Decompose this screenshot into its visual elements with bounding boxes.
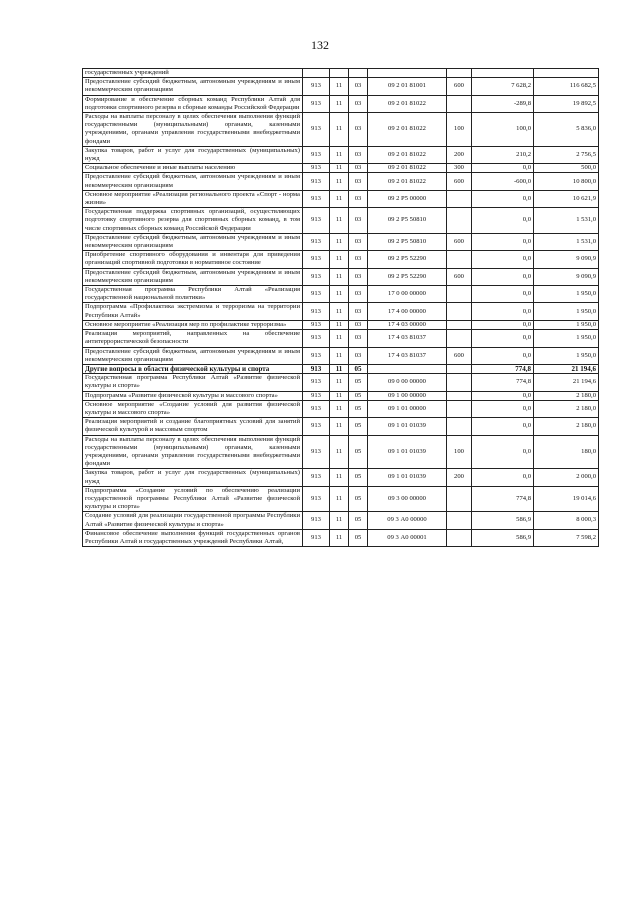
- row-target-article: 17 4 03 00000: [368, 320, 447, 329]
- row-total-amount: 116 682,5: [534, 78, 599, 95]
- row-ministry-code: 913: [303, 233, 330, 250]
- row-expense-type: [447, 208, 472, 234]
- row-subsection-code: 03: [349, 330, 368, 347]
- row-target-article: 09 3 А0 00000: [368, 512, 447, 529]
- row-expense-type: [447, 512, 472, 529]
- table-row: [83, 400, 599, 417]
- row-expense-type: 200: [447, 469, 472, 486]
- table-row: [83, 78, 599, 95]
- row-total-amount: 8 000,3: [534, 512, 599, 529]
- row-expense-type: 600: [447, 347, 472, 364]
- table-row: [83, 374, 599, 391]
- row-expense-type: 600: [447, 173, 472, 190]
- row-subsection-code: 03: [349, 78, 368, 95]
- row-ministry-code: 913: [303, 251, 330, 268]
- row-expense-type: 200: [447, 146, 472, 163]
- row-ministry-code: 913: [303, 95, 330, 112]
- row-total-amount: 1 950,0: [534, 320, 599, 329]
- row-expense-type: [447, 486, 472, 512]
- row-ministry-code: 913: [303, 146, 330, 163]
- row-expense-type: [447, 400, 472, 417]
- table-row: [83, 173, 599, 190]
- row-ministry-code: 913: [303, 190, 330, 207]
- row-description: Создание условий для реализации государственной программы Республики Алтай «Развитие физической культуры и спорта»: [83, 512, 303, 529]
- row-subsection-code: 03: [349, 208, 368, 234]
- row-section-code: 11: [330, 95, 349, 112]
- row-change-amount: -600,0: [472, 173, 534, 190]
- row-description: Государственная поддержка спортивных организаций, осуществляющих подготовку спортивного резерва для спортивных сборных команд, в том числе спортивных сборных команд Российской Федерации: [83, 208, 303, 234]
- row-change-amount: 0,0: [472, 303, 534, 320]
- row-expense-type: [447, 391, 472, 400]
- table-row: [83, 268, 599, 285]
- row-expense-type: [447, 374, 472, 391]
- row-ministry-code: 913: [303, 364, 330, 373]
- row-target-article: 09 1 01 01039: [368, 435, 447, 469]
- row-target-article: 09 2 P5 52290: [368, 268, 447, 285]
- budget-table: [82, 68, 599, 547]
- row-description: Другие вопросы в области физической культуры и спорта: [83, 364, 303, 373]
- table-row: [83, 95, 599, 112]
- row-total-amount: 9 090,9: [534, 268, 599, 285]
- table-row: [83, 486, 599, 512]
- table-row: [83, 251, 599, 268]
- table-row: [83, 113, 599, 147]
- row-subsection-code: [349, 69, 368, 78]
- row-subsection-code: 03: [349, 268, 368, 285]
- row-change-amount: 0,0: [472, 347, 534, 364]
- row-change-amount: 0,0: [472, 435, 534, 469]
- row-expense-type: [447, 529, 472, 546]
- row-description: Реализация мероприятий, направленных на обеспечение антитеррористической безопасности: [83, 330, 303, 347]
- row-change-amount: 0,0: [472, 286, 534, 303]
- row-description: Предоставление субсидий бюджетным, автономным учреждениям и иным некоммерческим организациям: [83, 268, 303, 285]
- row-section-code: 11: [330, 190, 349, 207]
- row-ministry-code: 913: [303, 208, 330, 234]
- row-total-amount: 500,0: [534, 164, 599, 173]
- table-row: [83, 190, 599, 207]
- row-section-code: 11: [330, 374, 349, 391]
- row-expense-type: [447, 364, 472, 373]
- table-row: [83, 320, 599, 329]
- row-description: Основное мероприятие «Создание условий для развития физической культуры и массового спорта»: [83, 400, 303, 417]
- row-section-code: 11: [330, 113, 349, 147]
- row-total-amount: 2 756,5: [534, 146, 599, 163]
- row-target-article: 09 1 01 01039: [368, 418, 447, 435]
- row-section-code: 11: [330, 400, 349, 417]
- row-subsection-code: 05: [349, 529, 368, 546]
- row-section-code: 11: [330, 486, 349, 512]
- row-target-article: 09 2 P5 00000: [368, 190, 447, 207]
- row-section-code: 11: [330, 330, 349, 347]
- row-description: государственных учреждений: [83, 69, 303, 78]
- row-ministry-code: [303, 69, 330, 78]
- row-description: Подпрограмма «Профилактика экстремизма и терроризма на территории Республики Алтай»: [83, 303, 303, 320]
- row-ministry-code: 913: [303, 78, 330, 95]
- row-section-code: 11: [330, 78, 349, 95]
- row-change-amount: 210,2: [472, 146, 534, 163]
- row-description: Закупка товаров, работ и услуг для государственных (муниципальных) нужд: [83, 469, 303, 486]
- row-change-amount: 0,0: [472, 164, 534, 173]
- row-section-code: 11: [330, 347, 349, 364]
- row-change-amount: 0,0: [472, 418, 534, 435]
- row-target-article: 17 0 00 00000: [368, 286, 447, 303]
- row-subsection-code: 03: [349, 190, 368, 207]
- row-change-amount: 7 628,2: [472, 78, 534, 95]
- row-description: Государственная программа Республики Алтай «Реализация государственной национальной политики»: [83, 286, 303, 303]
- row-expense-type: [447, 303, 472, 320]
- row-total-amount: 10 800,0: [534, 173, 599, 190]
- row-target-article: 09 2 01 81022: [368, 113, 447, 147]
- row-subsection-code: 03: [349, 173, 368, 190]
- row-change-amount: 0,0: [472, 190, 534, 207]
- row-subsection-code: 03: [349, 347, 368, 364]
- row-target-article: 09 2 P5 50810: [368, 233, 447, 250]
- row-total-amount: 1 531,0: [534, 208, 599, 234]
- row-expense-type: [447, 251, 472, 268]
- row-description: Расходы на выплаты персоналу в целях обеспечения выполнения функций государственными (муниципальными) органами, казенными учреждениями, органами управления государственными внебюджетными фондами: [83, 435, 303, 469]
- row-subsection-code: 03: [349, 320, 368, 329]
- row-section-code: 11: [330, 208, 349, 234]
- row-total-amount: 7 598,2: [534, 529, 599, 546]
- row-description: Предоставление субсидий бюджетным, автономным учреждениям и иным некоммерческим организациям: [83, 78, 303, 95]
- table-row: [83, 303, 599, 320]
- row-subsection-code: 03: [349, 113, 368, 147]
- row-section-code: 11: [330, 364, 349, 373]
- row-change-amount: 0,0: [472, 391, 534, 400]
- row-target-article: 09 2 01 81022: [368, 146, 447, 163]
- row-description: Основное мероприятие «Реализация регионального проекта «Спорт - норма жизни»: [83, 190, 303, 207]
- row-change-amount: 0,0: [472, 330, 534, 347]
- table-row: [83, 233, 599, 250]
- row-ministry-code: 913: [303, 320, 330, 329]
- row-target-article: [368, 364, 447, 373]
- row-change-amount: 0,0: [472, 400, 534, 417]
- table-row: [83, 347, 599, 364]
- table-row: [83, 330, 599, 347]
- row-description: Реализация мероприятий и создание благоприятных условий для занятий физической культурой и массовым спортом: [83, 418, 303, 435]
- row-total-amount: 1 950,0: [534, 347, 599, 364]
- row-total-amount: 21 194,6: [534, 374, 599, 391]
- row-expense-type: 600: [447, 78, 472, 95]
- row-section-code: 11: [330, 435, 349, 469]
- row-section-code: 11: [330, 469, 349, 486]
- row-expense-type: [447, 190, 472, 207]
- row-subsection-code: 05: [349, 418, 368, 435]
- row-total-amount: 21 194,6: [534, 364, 599, 373]
- row-target-article: 17 4 03 81037: [368, 330, 447, 347]
- row-subsection-code: 03: [349, 303, 368, 320]
- row-ministry-code: 913: [303, 113, 330, 147]
- row-total-amount: 10 621,9: [534, 190, 599, 207]
- row-target-article: 17 4 00 00000: [368, 303, 447, 320]
- row-ministry-code: 913: [303, 268, 330, 285]
- row-total-amount: 2 180,0: [534, 400, 599, 417]
- row-change-amount: 100,0: [472, 113, 534, 147]
- row-target-article: 09 2 01 81001: [368, 78, 447, 95]
- row-total-amount: 9 090,9: [534, 251, 599, 268]
- row-change-amount: 0,0: [472, 469, 534, 486]
- row-subsection-code: 03: [349, 146, 368, 163]
- row-description: Расходы на выплаты персоналу в целях обеспечения выполнения функций государственными (муниципальными) органами, казенными учреждениями, органами управления государственными внебюджетными фондами: [83, 113, 303, 147]
- row-subsection-code: 05: [349, 400, 368, 417]
- row-ministry-code: 913: [303, 286, 330, 303]
- row-section-code: 11: [330, 286, 349, 303]
- row-expense-type: [447, 330, 472, 347]
- row-section-code: 11: [330, 512, 349, 529]
- table-row: [83, 286, 599, 303]
- table-row: [83, 146, 599, 163]
- row-total-amount: 19 892,5: [534, 95, 599, 112]
- row-ministry-code: 913: [303, 400, 330, 417]
- row-total-amount: 2 180,0: [534, 391, 599, 400]
- row-change-amount: 0,0: [472, 320, 534, 329]
- row-ministry-code: 913: [303, 529, 330, 546]
- row-description: Приобретение спортивного оборудования и инвентаря для приведения организаций спортивной подготовки в нормативное состояние: [83, 251, 303, 268]
- row-description: Предоставление субсидий бюджетным, автономным учреждениям и иным некоммерческим организациям: [83, 347, 303, 364]
- row-description: Подпрограмма «Развитие физической культуры и массового спорта»: [83, 391, 303, 400]
- row-target-article: 09 2 01 81022: [368, 95, 447, 112]
- row-subsection-code: 05: [349, 486, 368, 512]
- row-expense-type: [447, 320, 472, 329]
- row-target-article: 09 2 01 81022: [368, 173, 447, 190]
- row-subsection-code: 05: [349, 391, 368, 400]
- row-target-article: 09 1 01 01039: [368, 469, 447, 486]
- table-row: [83, 164, 599, 173]
- row-ministry-code: 913: [303, 164, 330, 173]
- row-description: Предоставление субсидий бюджетным, автономным учреждениям и иным некоммерческим организациям: [83, 173, 303, 190]
- row-total-amount: 180,0: [534, 435, 599, 469]
- row-section-code: 11: [330, 268, 349, 285]
- row-change-amount: 774,8: [472, 374, 534, 391]
- row-description: Государственная программа Республики Алтай «Развитие физической культуры и спорта»: [83, 374, 303, 391]
- row-subsection-code: 05: [349, 374, 368, 391]
- row-expense-type: 600: [447, 268, 472, 285]
- table-row: [83, 391, 599, 400]
- row-description: Закупка товаров, работ и услуг для государственных (муниципальных) нужд: [83, 146, 303, 163]
- row-subsection-code: 03: [349, 164, 368, 173]
- row-total-amount: 1 950,0: [534, 330, 599, 347]
- table-row: [83, 418, 599, 435]
- row-section-code: 11: [330, 233, 349, 250]
- row-target-article: [368, 69, 447, 78]
- row-section-code: 11: [330, 173, 349, 190]
- row-expense-type: 600: [447, 233, 472, 250]
- row-expense-type: [447, 95, 472, 112]
- row-ministry-code: 913: [303, 469, 330, 486]
- row-section-code: 11: [330, 303, 349, 320]
- row-change-amount: 586,9: [472, 512, 534, 529]
- row-ministry-code: 913: [303, 512, 330, 529]
- row-ministry-code: 913: [303, 435, 330, 469]
- row-subsection-code: 03: [349, 95, 368, 112]
- row-total-amount: [534, 69, 599, 78]
- row-ministry-code: 913: [303, 486, 330, 512]
- row-total-amount: 1 950,0: [534, 286, 599, 303]
- row-target-article: 09 2 P5 50810: [368, 208, 447, 234]
- row-section-code: 11: [330, 251, 349, 268]
- row-description: Предоставление субсидий бюджетным, автономным учреждениям и иным некоммерческим организациям: [83, 233, 303, 250]
- table-row: [83, 529, 599, 546]
- row-change-amount: -289,8: [472, 95, 534, 112]
- row-total-amount: 19 014,6: [534, 486, 599, 512]
- row-ministry-code: 913: [303, 391, 330, 400]
- row-section-code: 11: [330, 146, 349, 163]
- table-row: [83, 435, 599, 469]
- row-ministry-code: 913: [303, 374, 330, 391]
- table-row: [83, 512, 599, 529]
- row-target-article: 17 4 03 81037: [368, 347, 447, 364]
- table-row: [83, 469, 599, 486]
- row-section-code: 11: [330, 391, 349, 400]
- row-total-amount: 1 531,0: [534, 233, 599, 250]
- row-target-article: 09 2 01 81022: [368, 164, 447, 173]
- row-change-amount: 774,8: [472, 486, 534, 512]
- row-change-amount: 0,0: [472, 233, 534, 250]
- row-subsection-code: 05: [349, 364, 368, 373]
- row-ministry-code: 913: [303, 303, 330, 320]
- row-section-code: 11: [330, 529, 349, 546]
- row-section-code: 11: [330, 418, 349, 435]
- row-ministry-code: 913: [303, 330, 330, 347]
- table-row: [83, 69, 599, 78]
- row-subsection-code: 03: [349, 233, 368, 250]
- table-row: [83, 208, 599, 234]
- row-expense-type: 300: [447, 164, 472, 173]
- row-target-article: 09 1 01 00000: [368, 400, 447, 417]
- row-change-amount: 0,0: [472, 208, 534, 234]
- row-change-amount: 0,0: [472, 268, 534, 285]
- row-section-code: [330, 69, 349, 78]
- row-target-article: 09 0 00 00000: [368, 374, 447, 391]
- row-description: Формирование и обеспечение сборных команд Республики Алтай для подготовки спортивного резерва в сборные команды Российской Федерации: [83, 95, 303, 112]
- row-total-amount: 1 950,0: [534, 303, 599, 320]
- row-ministry-code: 913: [303, 347, 330, 364]
- row-change-amount: 586,9: [472, 529, 534, 546]
- row-change-amount: [472, 69, 534, 78]
- row-expense-type: 100: [447, 113, 472, 147]
- row-section-code: 11: [330, 164, 349, 173]
- row-subsection-code: 03: [349, 251, 368, 268]
- table-row: [83, 364, 599, 373]
- row-section-code: 11: [330, 320, 349, 329]
- row-total-amount: 2 180,0: [534, 418, 599, 435]
- budget-table-body: [83, 69, 599, 547]
- row-expense-type: [447, 69, 472, 78]
- row-target-article: 09 3 А0 00001: [368, 529, 447, 546]
- row-description: Финансовое обеспечение выполнения функций государственных органов Республики Алтай и государственных учреждений Республики Алтай,: [83, 529, 303, 546]
- row-ministry-code: 913: [303, 173, 330, 190]
- row-expense-type: [447, 286, 472, 303]
- row-expense-type: 100: [447, 435, 472, 469]
- row-ministry-code: 913: [303, 418, 330, 435]
- row-subsection-code: 05: [349, 435, 368, 469]
- row-subsection-code: 05: [349, 512, 368, 529]
- row-change-amount: 774,8: [472, 364, 534, 373]
- row-change-amount: 0,0: [472, 251, 534, 268]
- row-description: Социальное обеспечение и иные выплаты населению: [83, 164, 303, 173]
- page-number: 132: [311, 38, 329, 52]
- row-target-article: 09 3 00 00000: [368, 486, 447, 512]
- row-description: Подпрограмма «Создание условий по обеспечению реализации государственной программы Республики Алтай «Развитие физической культуры и спорта»: [83, 486, 303, 512]
- row-subsection-code: 03: [349, 286, 368, 303]
- row-target-article: 09 1 00 00000: [368, 391, 447, 400]
- row-description: Основное мероприятие «Реализация мер по профилактике терроризма»: [83, 320, 303, 329]
- row-total-amount: 5 836,0: [534, 113, 599, 147]
- row-expense-type: [447, 418, 472, 435]
- row-total-amount: 2 000,0: [534, 469, 599, 486]
- row-subsection-code: 05: [349, 469, 368, 486]
- row-target-article: 09 2 P5 52290: [368, 251, 447, 268]
